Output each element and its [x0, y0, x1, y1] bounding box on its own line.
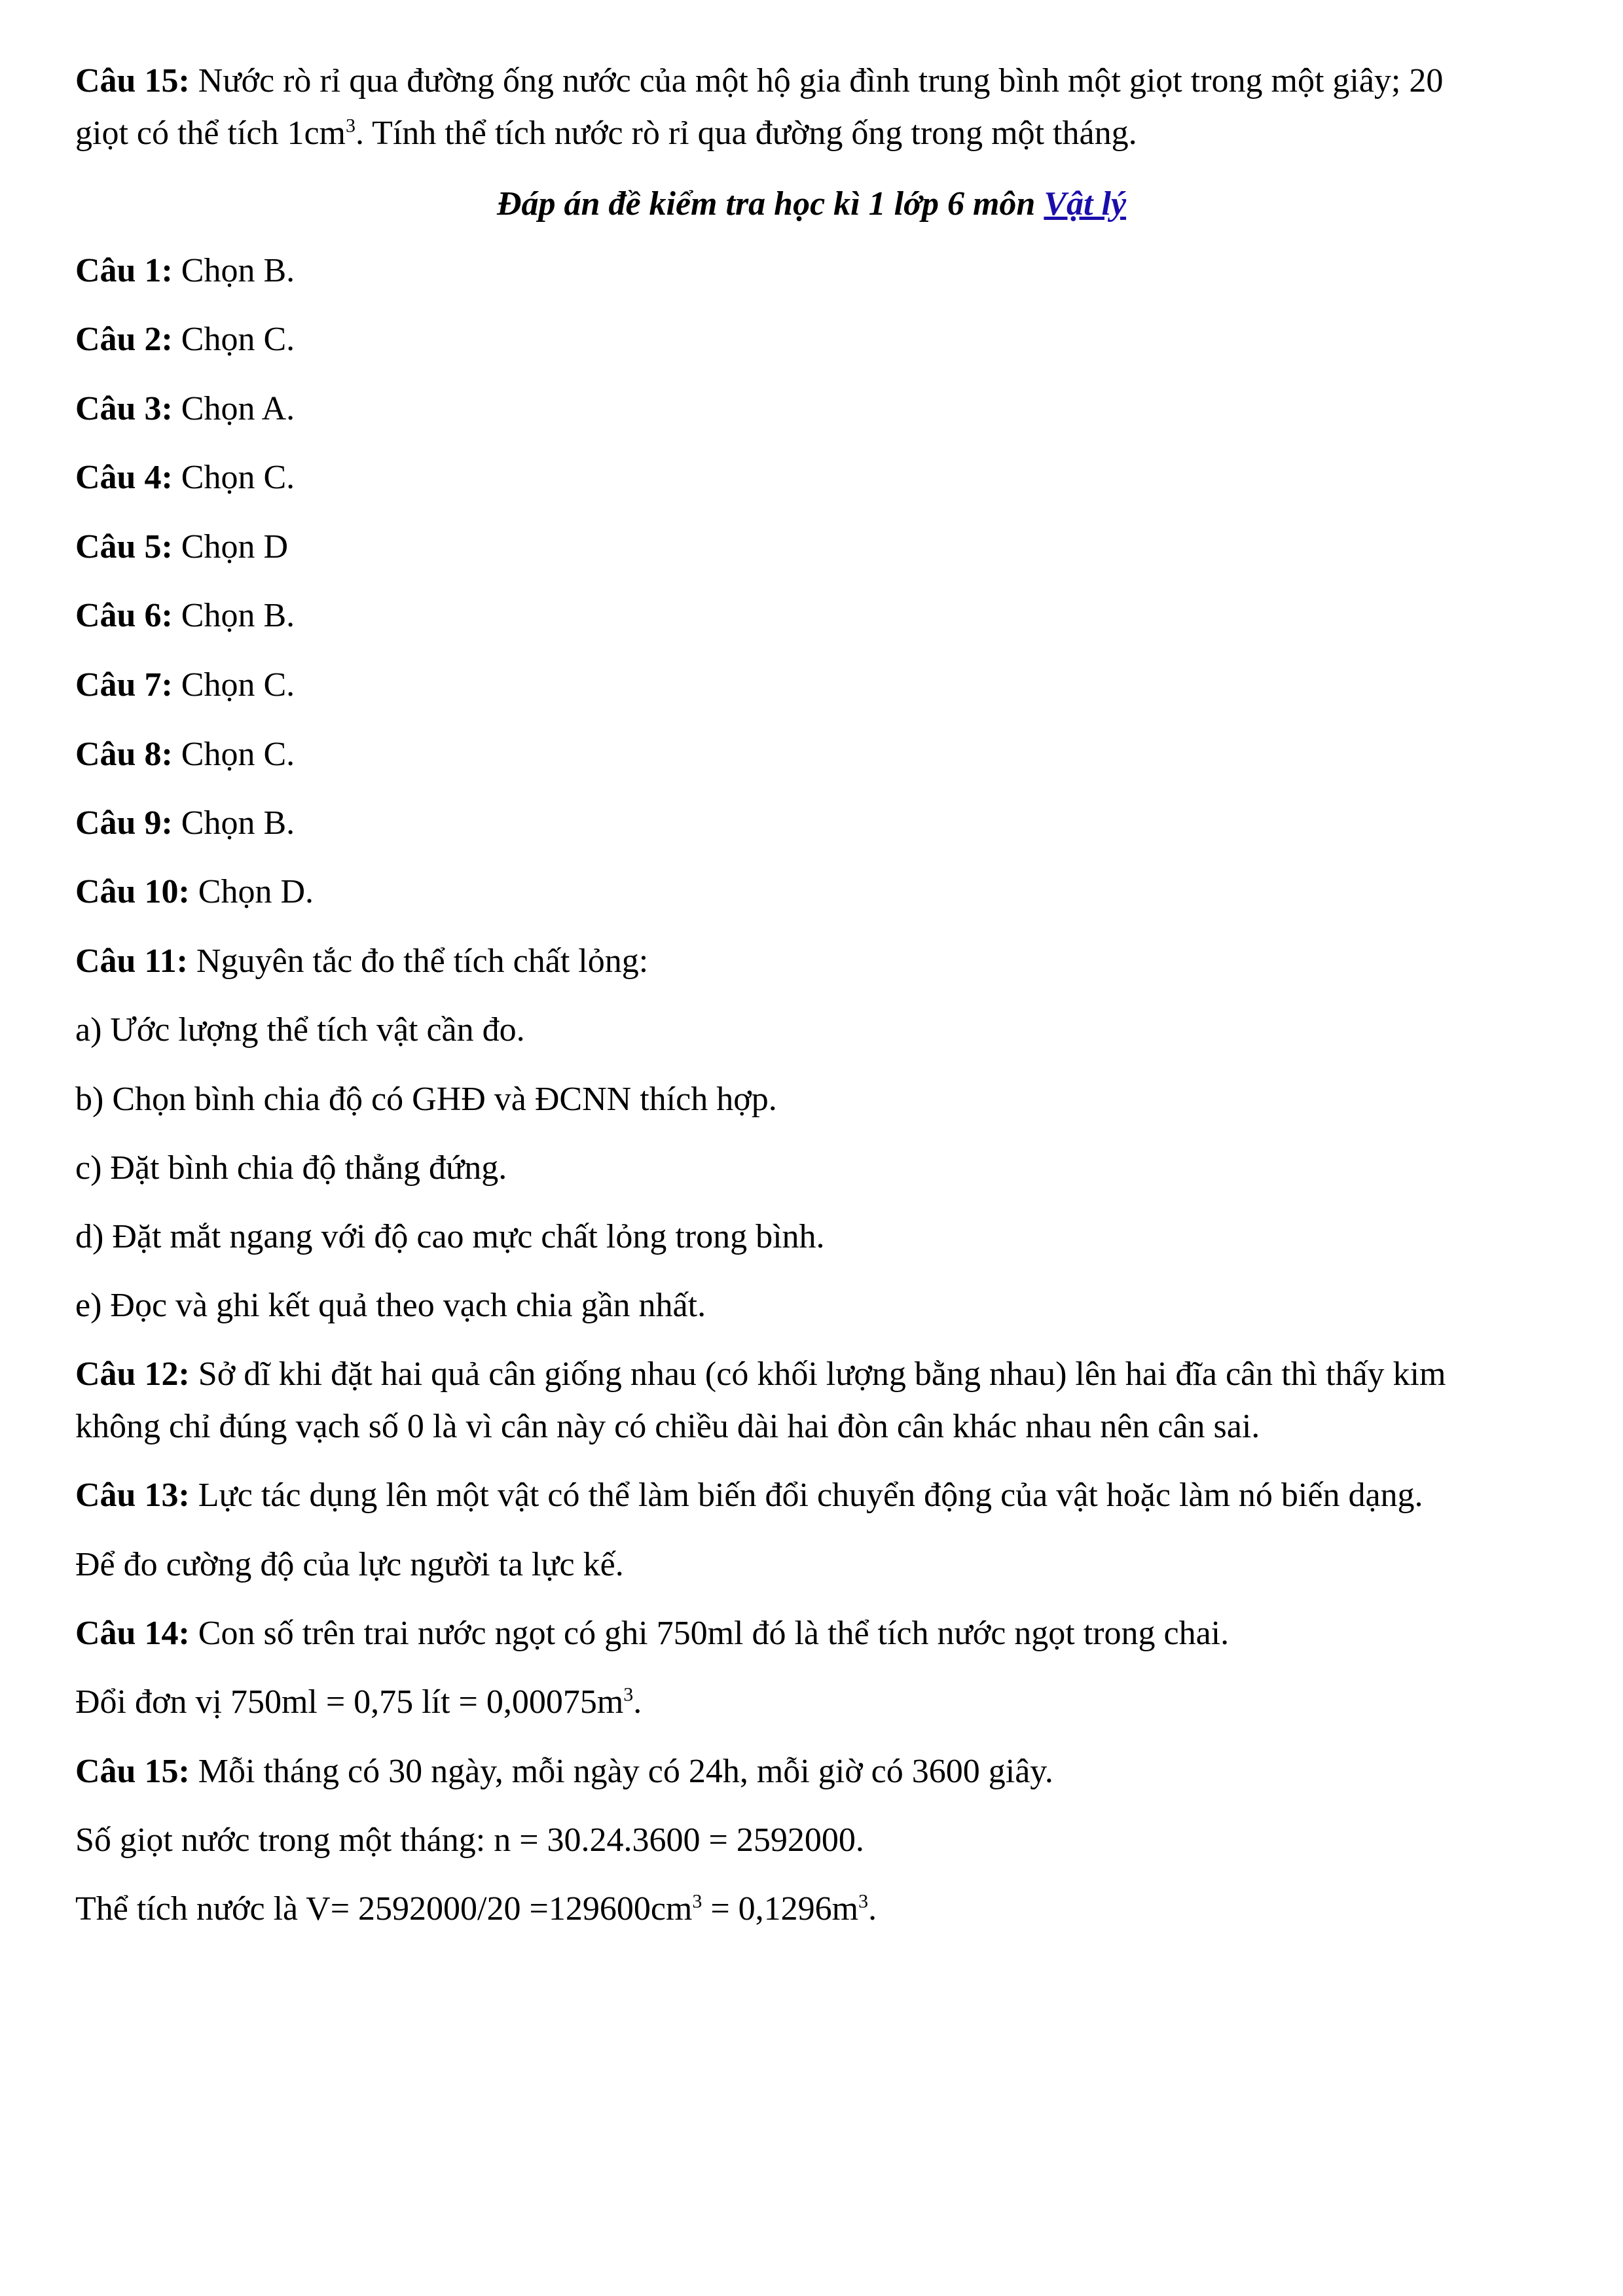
step-item: a) Ước lượng thể tích vật cần đo. — [75, 1011, 525, 1049]
answer-row — [75, 599, 295, 633]
step-item: c) Đặt bình chia độ thẳng đứng. — [75, 1149, 507, 1187]
answer-14-line1 — [75, 1617, 1229, 1651]
answer-12-text: Sở dĩ khi đặt hai quả cân giống nhau (có khối lượng bằng nhau) lên hai đĩa cân thì thấy kim — [189, 1355, 1446, 1393]
answer-13-line1 — [75, 1479, 1423, 1513]
answer-row — [75, 875, 314, 909]
superscript: 3 — [692, 1890, 702, 1912]
answer-label: Câu 9: — [75, 804, 173, 842]
answer-label: Câu 7: — [75, 666, 173, 704]
answer-label: Câu 10: — [75, 873, 190, 910]
answer-11-label: Câu 11: — [75, 942, 188, 980]
answer-12-label: Câu 12: — [75, 1355, 190, 1393]
answer-text: Chọn C. — [172, 736, 295, 773]
answer-14-text2: Đổi đơn vị 750ml = 0,75 lít = 0,00075m — [75, 1683, 624, 1721]
answer-14-line2 — [75, 1685, 642, 1719]
answer-13-line2 — [75, 1548, 624, 1582]
superscript: 3 — [623, 1683, 634, 1706]
step-item: d) Đặt mắt ngang với độ cao mực chất lỏng trong bình. — [75, 1218, 825, 1255]
answer-text: Chọn D — [172, 528, 289, 565]
answer-13-label: Câu 13: — [75, 1477, 190, 1514]
answer-text: Chọn B. — [172, 804, 295, 842]
answer-label: Câu 4: — [75, 459, 173, 496]
answer-text: Chọn C. — [172, 459, 295, 496]
superscript: 3 — [858, 1890, 869, 1912]
answer-row — [75, 323, 295, 357]
answer-row — [75, 738, 295, 772]
answer-label: Câu 3: — [75, 390, 173, 427]
answer-label: Câu 6: — [75, 597, 173, 634]
answer-key-heading — [0, 185, 1623, 223]
answer-text: Chọn C. — [172, 321, 295, 358]
answer-text: Chọn C. — [172, 666, 295, 704]
answer-row — [75, 530, 288, 564]
answer-label: Câu 5: — [75, 528, 173, 565]
answer-row — [75, 392, 295, 426]
answer-14-text3: . — [633, 1683, 642, 1721]
answer-11-text: Nguyên tắc đo thể tích chất lỏng: — [187, 942, 649, 980]
answer-13-text: Lực tác dụng lên một vật có thể làm biến đổi chuyển động của vật hoặc làm nó biến dạng. — [189, 1477, 1423, 1514]
answer-text: Chọn D. — [189, 873, 314, 910]
answer-14-text: Con số trên trai nước ngọt có ghi 750ml đó là thể tích nước ngọt trong chai. — [189, 1615, 1230, 1652]
answer-row — [75, 806, 295, 840]
answer-label: Câu 1: — [75, 252, 173, 289]
answer-label: Câu 2: — [75, 321, 173, 358]
step-item: b) Chọn bình chia độ có GHĐ và ĐCNN thích hợp. — [75, 1081, 777, 1118]
answer-row — [75, 461, 295, 495]
answer-12-text2: không chỉ đúng vạch số 0 là vì cân này có chiều dài hai đòn cân khác nhau nên cân sai. — [75, 1408, 1260, 1445]
question-15-label: Câu 15: — [75, 62, 190, 99]
question-15-text2: giọt có thể tích 1cm — [75, 115, 346, 152]
step-item: e) Đọc và ghi kết quả theo vạch chia gần nhất. — [75, 1287, 706, 1324]
answer-row — [75, 668, 295, 702]
answer-15-text: Mỗi tháng có 30 ngày, mỗi ngày có 24h, mỗi giờ có 3600 giây. — [189, 1753, 1053, 1790]
answer-11 — [75, 944, 648, 978]
answer-15-line3 — [75, 1892, 877, 1926]
answer-row — [75, 254, 295, 288]
answer-15-line1 — [75, 1755, 1053, 1789]
answer-15-text3: Thể tích nước là V= 2592000/20 =129600cm — [75, 1890, 693, 1928]
answer-15-text4: = 0,1296m — [702, 1890, 859, 1928]
answer-text: Chọn B. — [172, 597, 295, 634]
answer-14-label: Câu 14: — [75, 1615, 190, 1652]
answer-15-text2: Số giọt nước trong một tháng: n = 30.24.3600 = 2592000. — [75, 1821, 864, 1859]
answer-15-text5: . — [868, 1890, 877, 1928]
heading-text: Đáp án đề kiểm tra học kì 1 lớp 6 môn — [496, 185, 1044, 223]
question-15-text3: . Tính thể tích nước rò rỉ qua đường ống trong một tháng. — [356, 115, 1137, 152]
superscript: 3 — [346, 115, 356, 137]
question-15-line2 — [75, 117, 1137, 151]
answer-15-label: Câu 15: — [75, 1753, 190, 1790]
subject-link[interactable]: Vật lý — [1044, 185, 1127, 223]
question-15-line1 — [75, 64, 1443, 98]
answer-text: Chọn B. — [172, 252, 295, 289]
answer-label: Câu 8: — [75, 736, 173, 773]
question-15-text: Nước rò rỉ qua đường ống nước của một hộ gia đình trung bình một giọt trong một giây; 20 — [189, 62, 1444, 99]
answer-13-text2: Để đo cường độ của lực người ta lực kế. — [75, 1546, 624, 1583]
answer-text: Chọn A. — [172, 390, 295, 427]
answer-12-line1 — [75, 1357, 1446, 1391]
answer-15-line2 — [75, 1823, 864, 1857]
answer-12-line2 — [75, 1410, 1260, 1444]
